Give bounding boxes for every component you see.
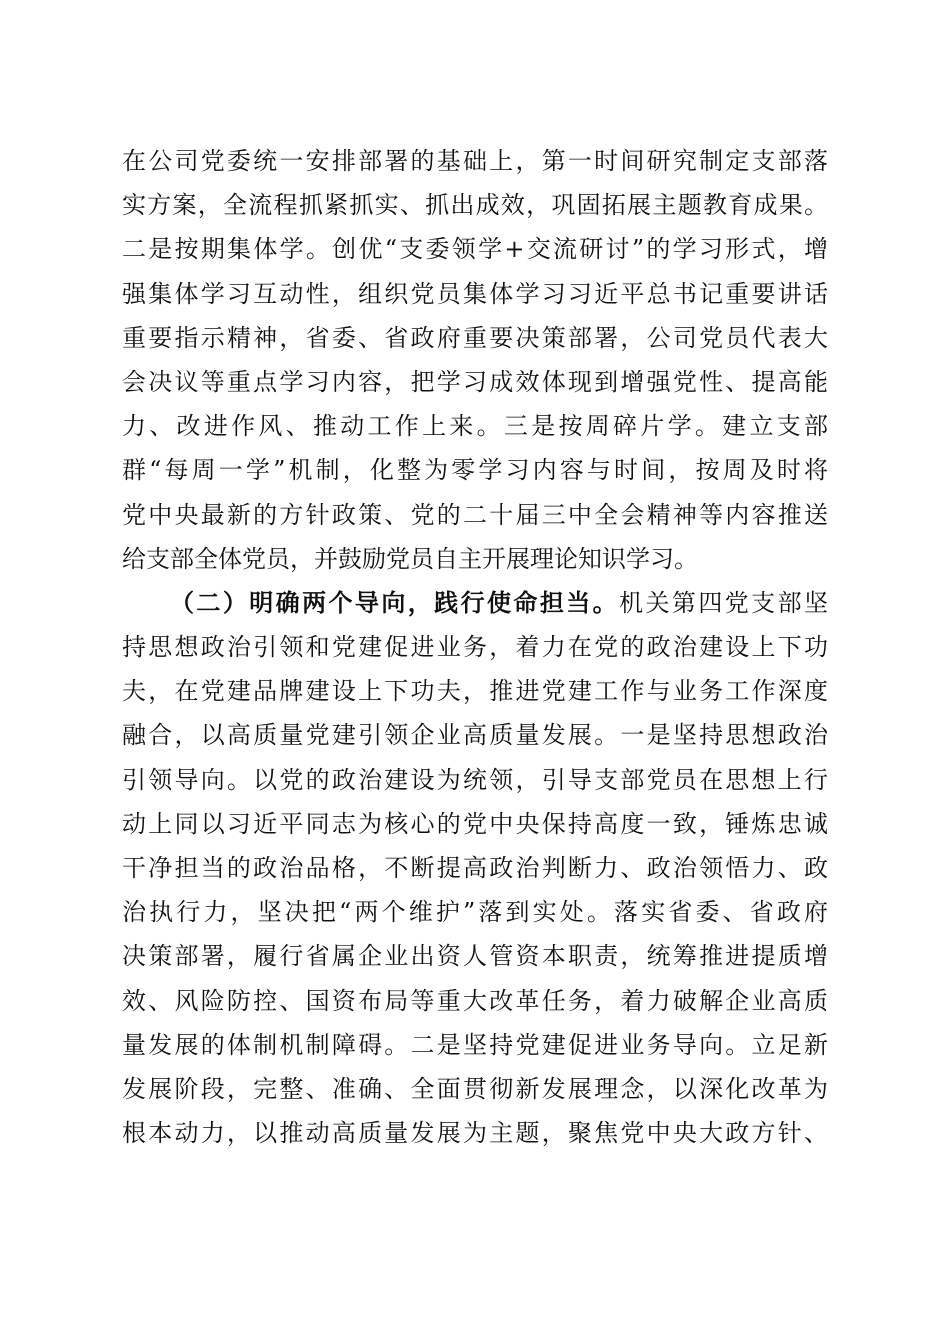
- document-body: [122, 139, 828, 1155]
- text-line: 效、风险防控、国资布局等重大改革任务，着力破解企业高质: [122, 986, 828, 1015]
- text-line: 动上同以习近平同志为核心的党中央保持高度一致，锤炼忠诚: [122, 809, 828, 838]
- text-line: 融合，以高质量党建引领企业高质量发展。一是坚持思想政治: [122, 721, 828, 750]
- text-line: 决策部署，履行省属企业出资人管资本职责，统筹推进提质增: [122, 942, 828, 971]
- text-line: 强集体学习互动性，组织党员集体学习习近平总书记重要讲话: [122, 279, 828, 308]
- text-line: 量发展的体制机制障碍。二是坚持党建促进业务导向。立足新: [122, 1030, 828, 1059]
- paragraph-2: [122, 581, 828, 1155]
- text-line: 引领导向。以党的政治建设为统领，引导支部党员在思想上行: [122, 765, 828, 794]
- text-line: 会决议等重点学习内容，把学习成效体现到增强党性、提高能: [122, 367, 828, 396]
- text-line: 治执行力，坚决把“两个维护”落到实处。落实省委、省政府: [122, 898, 828, 927]
- text-line: 根本动力，以推动高质量发展为主题，聚焦党中央大政方针、: [122, 1119, 828, 1148]
- text-line: 实方案，全流程抓紧抓实、抓出成效，巩固拓展主题教育成果。: [122, 191, 828, 220]
- text-line: 重要指示精神，省委、省政府重要决策部署，公司党员代表大: [122, 323, 828, 352]
- text-line: 在公司党委统一安排部署的基础上，第一时间研究制定支部落: [122, 147, 828, 175]
- text-line: 夫，在党建品牌建设上下功夫，推进党建工作与业务工作深度: [122, 677, 828, 706]
- text-line: 党中央最新的方针政策、党的二十届三中全会精神等内容推送: [122, 500, 828, 529]
- text-line: 干净担当的政治品格，不断提高政治判断力、政治领悟力、政: [122, 854, 828, 882]
- text-line: 持思想政治引领和党建促进业务，着力在党的政治建设上下功: [122, 633, 828, 662]
- section-heading: （二）明确两个导向，践行使命担当。: [170, 587, 620, 617]
- text-line: 力、改进作风、推动工作上来。三是按周碎片学。建立支部: [122, 412, 828, 441]
- text-line: 二是按期集体学。创优“支委领学+交流研讨”的学习形式，增: [122, 235, 828, 264]
- paragraph-1: [122, 139, 828, 581]
- paragraph-first-line: [122, 581, 828, 625]
- text-line: 群“每周一学”机制，化整为零学习内容与时间，按周及时将: [122, 456, 828, 485]
- text-segment: 机关第四党支部坚: [619, 588, 828, 617]
- text-line: 发展阶段，完整、准确、全面贯彻新发展理念，以深化改革为: [122, 1074, 828, 1103]
- text-line: 给支部全体党员，并鼓励党员自主开展理论知识学习。: [122, 544, 698, 573]
